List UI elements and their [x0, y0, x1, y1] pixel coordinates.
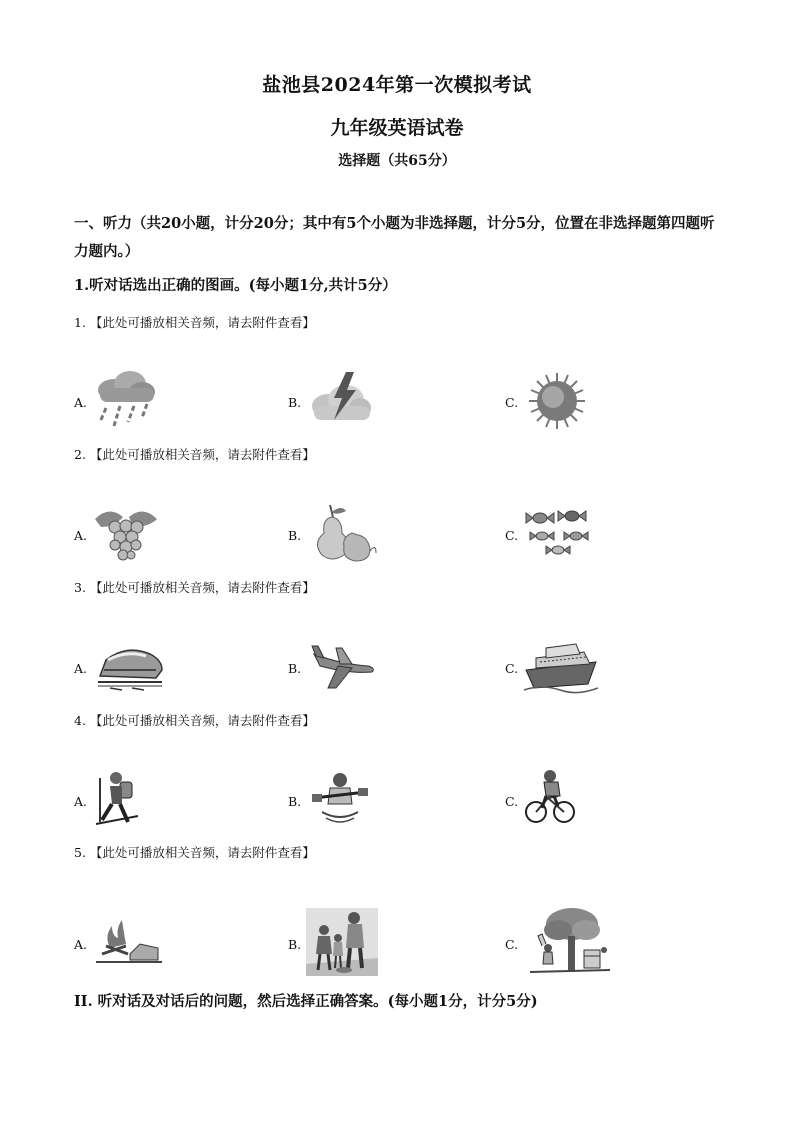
question-3-label[interactable]: 3. 【此处可播放相关音频，请去附件查看】 [74, 580, 315, 595]
rower-icon [312, 770, 370, 824]
listening-section-intro: 一、听力（共20小题，计分20分；其中有5个小题为非选择题，计分5分，位置在非选择题第四题听力题内。） [74, 215, 715, 260]
q2-option-b-letter: B. [288, 528, 302, 543]
hiker-icon [92, 768, 142, 826]
q1-option-c-letter: C. [505, 395, 519, 410]
rain-cloud-icon [92, 368, 158, 430]
question-1-label[interactable]: 1. 【此处可播放相关音频，请去附件查看】 [74, 315, 315, 330]
q5-option-c-letter: C. [505, 937, 519, 952]
q5-option-b-letter: B. [288, 937, 302, 952]
q3-option-c-letter: C. [505, 661, 519, 676]
ship-icon [524, 640, 598, 694]
campfire-icon [96, 916, 162, 968]
question-5-label[interactable]: 5. 【此处可播放相关音频，请去附件查看】 [74, 845, 315, 860]
family-outdoors-icon [306, 908, 378, 976]
question-2-label[interactable]: 2. 【此处可播放相关音频，请去附件查看】 [74, 447, 315, 462]
part1-title: 1.听对话选出正确的图画。(每小题1分,共计5分） [74, 277, 397, 294]
q4-option-b-letter: B. [288, 794, 302, 809]
q4-option-a-letter: A. [74, 794, 88, 809]
question-4-label[interactable]: 4. 【此处可播放相关音频，请去附件查看】 [74, 713, 315, 728]
candies-icon [524, 506, 592, 558]
exam-subtitle: 九年级英语试卷 [330, 117, 464, 139]
cyclist-icon [524, 768, 576, 826]
section-heading: 选择题（共65分） [338, 153, 456, 169]
q2-option-a-letter: A. [74, 528, 88, 543]
thunderstorm-icon [308, 370, 372, 426]
q2-option-c-letter: C. [505, 528, 519, 543]
q1-option-a-letter: A. [74, 395, 88, 410]
exam-title: 盐池县2024年第一次模拟考试 [262, 74, 532, 96]
sun-icon [528, 372, 586, 430]
q3-option-a-letter: A. [74, 661, 88, 676]
q3-option-b-letter: B. [288, 661, 302, 676]
tree-planting-icon [528, 906, 612, 976]
airplane-icon [310, 644, 378, 690]
q5-option-a-letter: A. [74, 937, 88, 952]
pears-icon [308, 503, 378, 563]
part2-title: II. 听对话及对话后的问题，然后选择正确答案。(每小题1分，计分5分) [74, 993, 538, 1010]
q1-option-b-letter: B. [288, 395, 302, 410]
train-icon [96, 640, 166, 692]
grapes-icon [93, 505, 159, 561]
q4-option-c-letter: C. [505, 794, 519, 809]
